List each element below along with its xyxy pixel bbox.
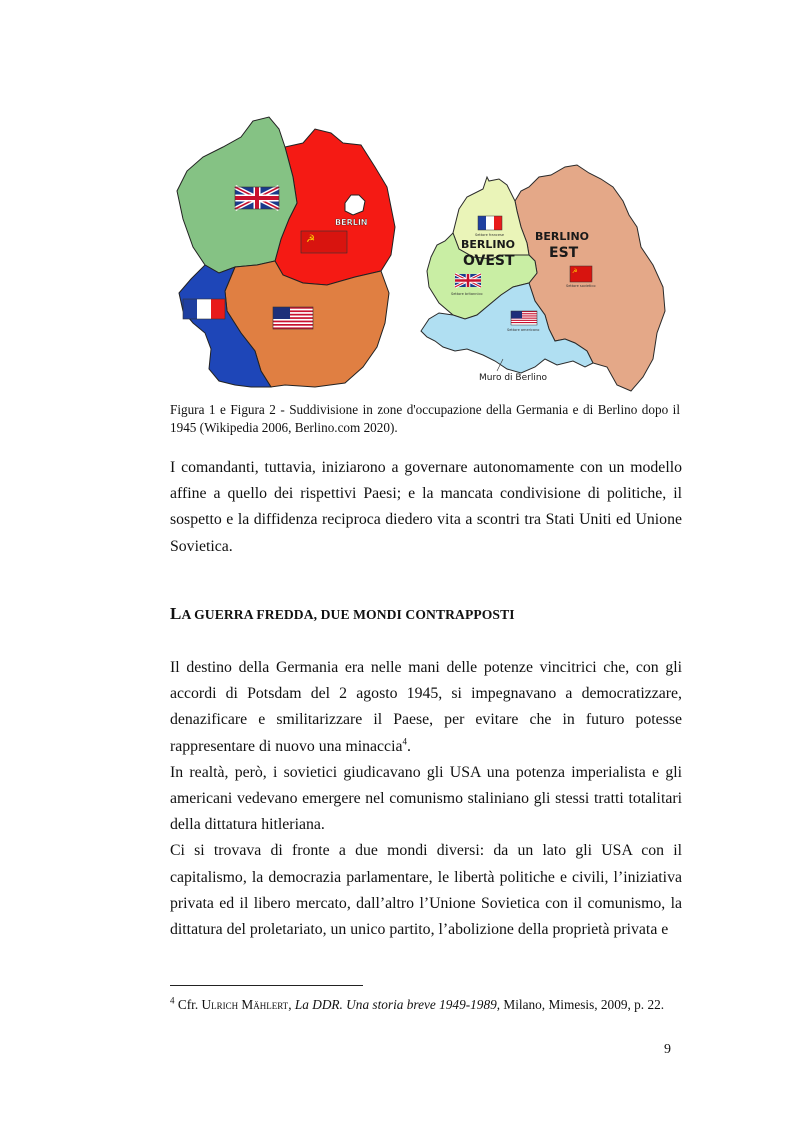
footnote-sep: , — [288, 997, 295, 1012]
footnote-author: Ulrich Mählert — [201, 997, 289, 1012]
page-number: 9 — [664, 1042, 671, 1057]
uk-flag — [235, 187, 279, 209]
berlin-east-label-1: BERLINO — [535, 230, 590, 243]
berlin-west-label-1: BERLINO — [461, 238, 516, 251]
berlin-french-flag — [478, 216, 502, 230]
footnote-number: 4 — [170, 995, 175, 1006]
svg-text:☭: ☭ — [572, 268, 578, 275]
us-flag — [273, 307, 313, 329]
paragraph-3: In realtà, però, i sovietici giudicavano gli USA una potenza imperialista e gli americani vedevano emergere nel comunismo staliniano gli stessi tratti totalitari della dittatura hitleriana. — [170, 763, 682, 834]
berlin-west-label-2: OVEST — [463, 253, 515, 269]
berlin-soviet-sector-label: Settore sovietico — [566, 284, 596, 288]
heading-rest: A GUERRA FREDDA, DUE MONDI CONTRAPPOSTI — [181, 607, 515, 622]
soviet-flag — [301, 231, 347, 253]
paragraph-4: Ci si trovava di fronte a due mondi diversi: da un lato gli USA con il capitalismo, la democrazia parlamentare, le libertà politiche e civili, l’iniziativa privata ed il libero mercato, dall’altro l’Unione Sovietica con il comunismo, la dittatura del proletariato, un unico partito, l’abolizione della proprietà privata e — [170, 842, 682, 939]
berlin-soviet-flag — [570, 266, 592, 282]
berlin-east-label-2: EST — [549, 245, 579, 261]
germany-berlin-label: BERLIN — [335, 218, 368, 227]
heading-initial: L — [170, 604, 182, 623]
french-flag — [183, 299, 225, 319]
paragraph-2 — [170, 655, 682, 760]
body-text — [170, 655, 682, 943]
berlin-sectors-map — [417, 115, 677, 400]
paragraph-2-end: . — [406, 737, 411, 755]
figure — [165, 115, 680, 400]
paragraph-1-text: I comandanti, tuttavia, iniziarono a governare autonomamente con un modello affine a quello dei rispettivi Paesi; e la mancata condivisione di politiche, il sospetto e la diffidenza reciproca diedero vita a scontri tra Stati Uniti ed Unione Sovietica. — [170, 459, 682, 555]
footnote-title: La DDR. Una storia breve 1949-1989 — [294, 997, 497, 1012]
germany-occupation-map — [165, 115, 415, 395]
berlin-american-sector-label: Settore americano — [507, 328, 540, 332]
footnote — [170, 996, 685, 1014]
footnote-rest: , Milano, Mimesis, 2009, p. 22. — [496, 997, 665, 1012]
svg-text:☭: ☭ — [306, 234, 315, 245]
paragraph-2-text: Il destino della Germania era nelle mani delle potenze vincitrici che, con gli accordi di Potsdam del 2 agosto 1945, si impegnavano a democratizzare, denazificare e smilitarizzare il Paese, per evitare che in futuro potesse rappresentare di nuovo una minaccia — [170, 659, 682, 755]
figure-caption: Figura 1 e Figura 2 - Suddivisione in zone d'occupazione della Germania e di Berlino dopo il 1945 (Wikipedia 2006, Berlino.com 2020). — [170, 402, 680, 435]
paragraph-1 — [170, 455, 682, 560]
berlin-uk-flag — [455, 274, 481, 287]
footnote-ref: 4 — [402, 736, 407, 747]
footnote-rule — [170, 985, 363, 986]
berlin-wall-label: Muro di Berlino — [479, 373, 548, 383]
berlin-british-sector-label: Settore britannico — [451, 292, 483, 296]
berlin-french-sector-label: Settore francese — [475, 233, 504, 237]
berlin-us-flag — [511, 311, 537, 325]
section-heading — [170, 604, 515, 624]
footnote-prefix: Cfr. — [177, 997, 202, 1012]
